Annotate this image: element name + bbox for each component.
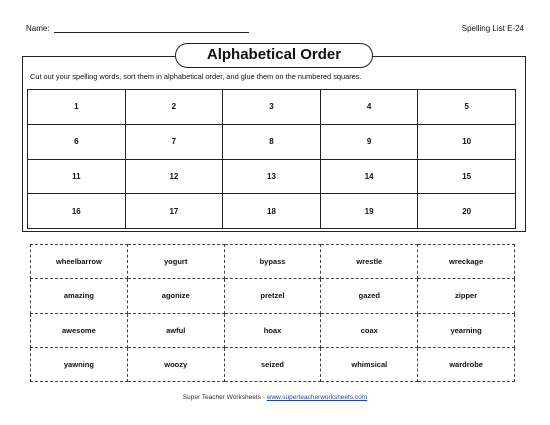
word-cutout: agonize	[127, 279, 224, 313]
numbered-square: 3	[223, 90, 321, 125]
word-cutout: awesome	[31, 313, 128, 347]
numbered-square: 20	[418, 194, 516, 229]
word-cutouts-grid	[30, 244, 515, 382]
worksheet-title: Alphabetical Order	[175, 43, 373, 68]
numbered-square: 1	[28, 90, 126, 125]
word-cutout: woozy	[127, 347, 224, 381]
numbered-row	[28, 159, 516, 194]
footer-text: Super Teacher Worksheets -	[182, 394, 267, 401]
word-cutout: hoax	[224, 313, 321, 347]
word-cutout: coax	[321, 313, 418, 347]
word-cutout: pretzel	[224, 279, 321, 313]
numbered-square: 10	[418, 124, 516, 159]
numbered-squares-grid	[27, 89, 516, 229]
word-cutout: seized	[224, 347, 321, 381]
word-cutout: wreckage	[418, 245, 515, 279]
numbered-square: 13	[223, 159, 321, 194]
name-field	[26, 24, 249, 33]
word-cutout: bypass	[224, 245, 321, 279]
word-cutout: zipper	[418, 279, 515, 313]
numbered-square: 16	[28, 194, 126, 229]
numbered-square: 19	[320, 194, 418, 229]
numbered-square: 4	[320, 90, 418, 125]
numbered-square: 15	[418, 159, 516, 194]
numbered-square: 7	[125, 124, 223, 159]
numbered-square: 9	[320, 124, 418, 159]
word-cutout: wrestle	[321, 245, 418, 279]
name-write-line	[54, 24, 249, 33]
word-cutout: yawning	[31, 347, 128, 381]
footer	[0, 394, 550, 401]
numbered-square: 2	[125, 90, 223, 125]
word-cutout: wardrobe	[418, 347, 515, 381]
word-cutout: yogurt	[127, 245, 224, 279]
word-cutout: wheelbarrow	[31, 245, 128, 279]
word-row	[31, 313, 515, 347]
word-cutout: whimsical	[321, 347, 418, 381]
numbered-square: 5	[418, 90, 516, 125]
numbered-square: 11	[28, 159, 126, 194]
numbered-row	[28, 194, 516, 229]
word-cutout: yearning	[418, 313, 515, 347]
instructions: Cut out your spelling words, sort them in alphabetical order, and glue them on the numbered squares.	[30, 72, 362, 81]
spelling-list-id: Spelling List E-24	[461, 24, 524, 33]
numbered-square: 18	[223, 194, 321, 229]
name-label: Name:	[26, 24, 50, 33]
numbered-row	[28, 124, 516, 159]
word-row	[31, 347, 515, 381]
word-cutout: awful	[127, 313, 224, 347]
numbered-square: 12	[125, 159, 223, 194]
word-row	[31, 279, 515, 313]
word-cutout: gazed	[321, 279, 418, 313]
numbered-row	[28, 90, 516, 125]
word-row	[31, 245, 515, 279]
numbered-square: 14	[320, 159, 418, 194]
word-cutout: amazing	[31, 279, 128, 313]
numbered-square: 6	[28, 124, 126, 159]
footer-link[interactable]: www.superteacherworksheets.com	[266, 394, 368, 401]
numbered-square: 17	[125, 194, 223, 229]
numbered-square: 8	[223, 124, 321, 159]
